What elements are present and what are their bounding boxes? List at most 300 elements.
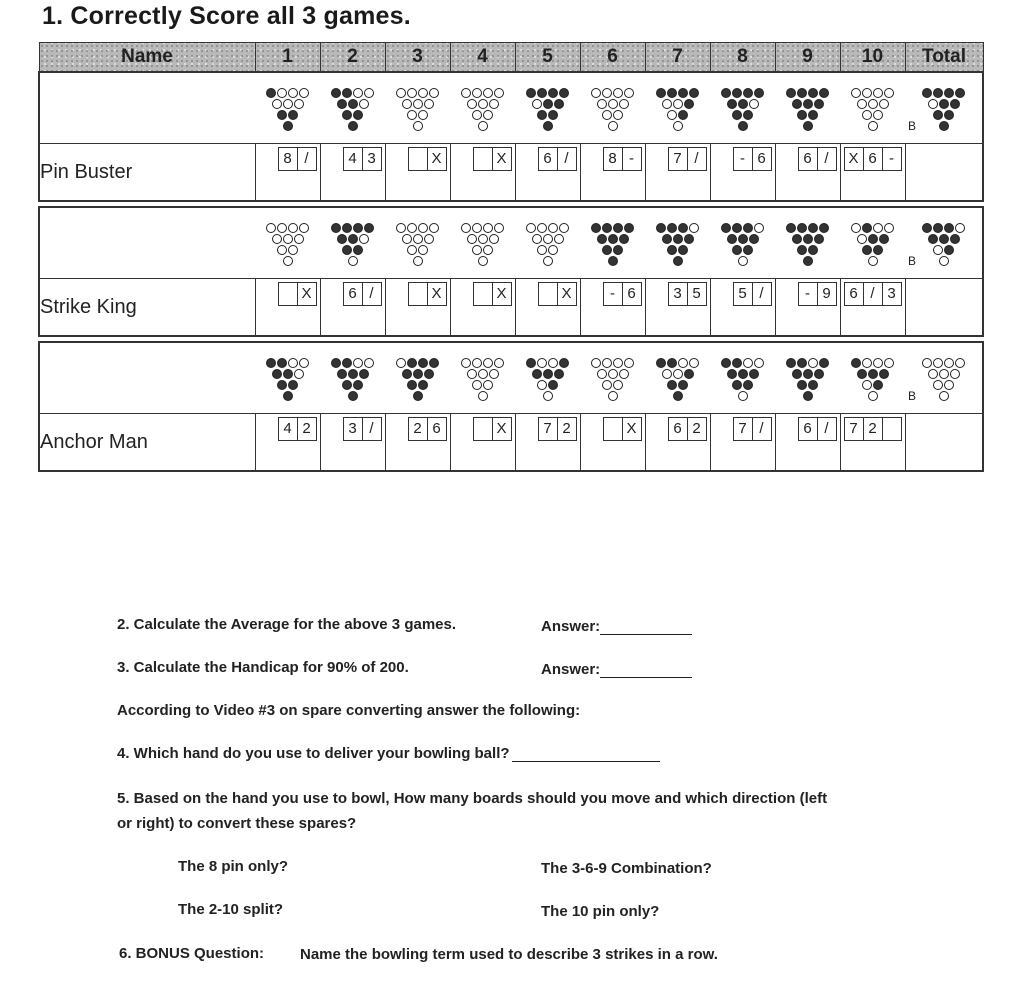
total-score-cell[interactable] <box>905 414 983 472</box>
pin-6 <box>814 234 824 244</box>
pin-4 <box>272 234 282 244</box>
question-3-answer-line[interactable] <box>600 662 692 678</box>
frame-8-cell[interactable] <box>710 414 775 472</box>
bonus-pin-cell <box>905 342 983 414</box>
pin-10 <box>689 358 699 368</box>
pin-2 <box>667 110 677 120</box>
frame-2-cell[interactable] <box>320 279 385 337</box>
bonus-label: B <box>908 119 917 133</box>
pin-2 <box>342 110 352 120</box>
pin-diagram-row <box>39 207 983 279</box>
roll-1: 8 <box>608 150 617 167</box>
pin-diagram <box>266 358 309 401</box>
pin-9 <box>613 88 623 98</box>
roll-1: 6 <box>543 150 552 167</box>
header-total: Total <box>905 43 983 73</box>
pin-2 <box>602 245 612 255</box>
roll-2: X <box>492 283 511 305</box>
roll-1 <box>409 283 427 305</box>
roll-1: 5 <box>738 285 747 302</box>
roll-boxes <box>668 147 707 171</box>
roll-2: - <box>622 148 641 170</box>
pin-7 <box>591 358 601 368</box>
roll-1: - <box>805 285 810 302</box>
question-2-text: 2. Calculate the Average for the above 3 games. <box>117 616 457 633</box>
frame-pin-cell <box>385 207 450 279</box>
pin-8 <box>537 358 547 368</box>
pin-9 <box>548 358 558 368</box>
pin-9 <box>418 88 428 98</box>
pin-6 <box>950 234 960 244</box>
pin-2 <box>862 380 872 390</box>
roll-2: X <box>492 418 511 440</box>
pin-4 <box>857 99 867 109</box>
pin-9 <box>944 358 954 368</box>
roll-boxes <box>668 417 707 441</box>
roll-1: 6 <box>803 420 812 437</box>
pin-4 <box>928 369 938 379</box>
roll-2: / <box>817 418 836 440</box>
roll-2: 9 <box>817 283 836 305</box>
roll-boxes <box>408 147 447 171</box>
pin-5 <box>543 369 553 379</box>
pin-8 <box>732 223 742 233</box>
pin-7 <box>851 358 861 368</box>
pin-3 <box>743 380 753 390</box>
roll-2: 6 <box>427 418 446 440</box>
roll-boxes <box>844 282 902 306</box>
pin-6 <box>749 369 759 379</box>
pin-5 <box>413 369 423 379</box>
pin-1 <box>283 121 293 131</box>
pin-7 <box>721 88 731 98</box>
pin-diagram <box>922 223 965 266</box>
pin-7 <box>461 88 471 98</box>
header-frame-2: 2 <box>320 43 385 73</box>
frame-2-cell[interactable] <box>320 144 385 202</box>
pin-9 <box>678 88 688 98</box>
pin-5 <box>868 369 878 379</box>
pin-6 <box>950 99 960 109</box>
pin-4 <box>532 99 542 109</box>
roll-1: 2 <box>413 420 422 437</box>
pin-10 <box>364 88 374 98</box>
pin-8 <box>933 88 943 98</box>
pin-9 <box>678 358 688 368</box>
pin-7 <box>526 223 536 233</box>
pin-5 <box>283 234 293 244</box>
header-frame-10: 10 <box>840 43 905 73</box>
pin-1 <box>478 121 488 131</box>
pin-10 <box>494 88 504 98</box>
question-6-text: Name the bowling term used to describe 3 strikes in a row. <box>300 946 718 963</box>
pin-7 <box>786 358 796 368</box>
pin-9 <box>288 223 298 233</box>
roll-1 <box>474 148 492 170</box>
roll-2: / <box>557 148 576 170</box>
pin-6 <box>294 369 304 379</box>
frame-pin-cell <box>645 342 710 414</box>
pin-4 <box>792 234 802 244</box>
pin-4 <box>337 369 347 379</box>
pin-4 <box>662 369 672 379</box>
roll-2: 5 <box>687 283 706 305</box>
pin-4 <box>928 99 938 109</box>
roll-2: X <box>427 148 446 170</box>
frame-pin-cell <box>775 207 840 279</box>
pin-4 <box>272 369 282 379</box>
pin-1 <box>803 391 813 401</box>
pin-10 <box>955 358 965 368</box>
pin-6 <box>814 99 824 109</box>
pin-3 <box>873 110 883 120</box>
frame-pin-cell <box>840 72 905 144</box>
roll-1: 6 <box>803 150 812 167</box>
roll-1: X <box>848 150 859 167</box>
pin-9 <box>808 223 818 233</box>
game-score-row <box>39 279 983 337</box>
pin-2 <box>342 380 352 390</box>
question-2-answer-line[interactable] <box>600 619 692 635</box>
header-frame-6: 6 <box>580 43 645 73</box>
roll-boxes <box>343 417 382 441</box>
pin-3 <box>743 245 753 255</box>
pin-8 <box>797 223 807 233</box>
frame-1-cell[interactable] <box>255 279 320 337</box>
roll-1: 8 <box>283 150 292 167</box>
frame-4-cell[interactable] <box>450 414 515 472</box>
frame-1-cell[interactable] <box>255 144 320 202</box>
pin-4 <box>597 234 607 244</box>
pin-diagram <box>396 223 439 266</box>
pin-6 <box>359 369 369 379</box>
pin-1 <box>413 391 423 401</box>
pin-9 <box>418 358 428 368</box>
pin-3 <box>548 380 558 390</box>
pin-2 <box>732 380 742 390</box>
pin-diagram <box>922 88 965 131</box>
pin-3 <box>418 380 428 390</box>
frame-pin-cell <box>840 207 905 279</box>
pin-3 <box>483 245 493 255</box>
question-4-answer-line[interactable] <box>512 746 660 762</box>
pin-diagram <box>591 88 634 131</box>
bonus-pin-cell <box>905 72 983 144</box>
pin-9 <box>548 223 558 233</box>
pin-1 <box>283 256 293 266</box>
pin-3 <box>288 245 298 255</box>
pin-3 <box>808 380 818 390</box>
question-6-label: 6. BONUS Question: <box>119 945 265 962</box>
pin-8 <box>602 223 612 233</box>
pin-4 <box>727 234 737 244</box>
pin-2 <box>933 110 943 120</box>
pin-2 <box>732 110 742 120</box>
pin-8 <box>277 88 287 98</box>
pin-10 <box>624 88 634 98</box>
pin-6 <box>749 99 759 109</box>
pin-4 <box>792 99 802 109</box>
frame-pin-cell <box>775 72 840 144</box>
pin-diagram <box>526 88 569 131</box>
pin-7 <box>656 358 666 368</box>
frame-pin-cell <box>775 342 840 414</box>
pin-4 <box>467 369 477 379</box>
pin-6 <box>684 234 694 244</box>
pin-1 <box>868 256 878 266</box>
pin-6 <box>749 234 759 244</box>
pin-7 <box>786 223 796 233</box>
pin-10 <box>955 223 965 233</box>
pin-7 <box>396 88 406 98</box>
pin-4 <box>337 234 347 244</box>
frame-5-cell[interactable] <box>515 144 580 202</box>
pin-5 <box>283 99 293 109</box>
frame-10-cell[interactable] <box>840 279 905 337</box>
pin-diagram-row <box>39 72 983 144</box>
pin-6 <box>684 369 694 379</box>
roll-2: / <box>297 148 316 170</box>
pin-row-name-blank <box>39 342 255 414</box>
bonus-pin-cell <box>905 207 983 279</box>
roll-2: / <box>687 148 706 170</box>
frame-3-cell[interactable] <box>385 279 450 337</box>
frame-4-cell[interactable] <box>450 144 515 202</box>
pin-5 <box>868 234 878 244</box>
pin-5 <box>673 99 683 109</box>
pin-7 <box>461 358 471 368</box>
frame-5-cell[interactable] <box>515 414 580 472</box>
pin-5 <box>939 369 949 379</box>
frame-6-cell[interactable] <box>580 144 645 202</box>
frame-pin-cell <box>840 342 905 414</box>
total-score-cell[interactable] <box>905 279 983 337</box>
pin-5 <box>543 99 553 109</box>
frame-pin-cell <box>450 72 515 144</box>
pin-diagram <box>721 358 764 401</box>
pin-9 <box>353 88 363 98</box>
pin-2 <box>667 380 677 390</box>
pin-3 <box>873 245 883 255</box>
roll-1: 6 <box>348 285 357 302</box>
pin-2 <box>342 245 352 255</box>
pin-1 <box>543 391 553 401</box>
pin-diagram <box>331 223 374 266</box>
pin-8 <box>862 358 872 368</box>
roll-1: 7 <box>738 420 747 437</box>
frame-pin-cell <box>710 72 775 144</box>
frame-5-cell[interactable] <box>515 279 580 337</box>
pin-5 <box>608 369 618 379</box>
pin-3 <box>743 110 753 120</box>
pin-3 <box>944 380 954 390</box>
roll-boxes <box>278 282 317 306</box>
pin-10 <box>884 88 894 98</box>
pin-9 <box>613 358 623 368</box>
roll-2: 2 <box>557 418 576 440</box>
roll-2: / <box>362 418 381 440</box>
pin-2 <box>732 245 742 255</box>
frame-pin-cell <box>450 342 515 414</box>
frame-10-cell[interactable] <box>840 144 905 202</box>
pin-7 <box>851 223 861 233</box>
frame-9-cell[interactable] <box>775 279 840 337</box>
pin-diagram <box>656 88 699 131</box>
bowler-name: Anchor Man <box>39 414 255 472</box>
pin-4 <box>597 369 607 379</box>
pin-2 <box>797 110 807 120</box>
roll-boxes <box>408 417 447 441</box>
pin-7 <box>331 358 341 368</box>
pin-4 <box>402 369 412 379</box>
pin-7 <box>591 223 601 233</box>
roll-2: X <box>557 283 576 305</box>
question-3-answer-label: Answer: <box>541 661 601 678</box>
pin-3 <box>288 380 298 390</box>
pin-8 <box>537 88 547 98</box>
pin-3 <box>353 110 363 120</box>
roll-boxes <box>603 147 642 171</box>
pin-9 <box>483 358 493 368</box>
pin-2 <box>407 380 417 390</box>
pin-4 <box>662 234 672 244</box>
pin-3 <box>678 245 688 255</box>
pin-1 <box>738 121 748 131</box>
pin-8 <box>537 223 547 233</box>
pin-row-name-blank <box>39 207 255 279</box>
pin-10 <box>624 358 634 368</box>
pin-diagram <box>656 358 699 401</box>
frame-9-cell[interactable] <box>775 414 840 472</box>
frame-10-cell[interactable] <box>840 414 905 472</box>
pin-9 <box>808 358 818 368</box>
frame-pin-cell <box>255 207 320 279</box>
header-frame-1: 1 <box>255 43 320 73</box>
roll-boxes <box>733 282 772 306</box>
pin-2 <box>933 380 943 390</box>
frame-6-cell[interactable] <box>580 414 645 472</box>
pin-9 <box>353 223 363 233</box>
roll-boxes <box>408 282 447 306</box>
pin-10 <box>494 358 504 368</box>
pin-6 <box>684 99 694 109</box>
total-score-cell[interactable] <box>905 144 983 202</box>
pin-4 <box>272 99 282 109</box>
pin-1 <box>939 121 949 131</box>
pin-1 <box>608 256 618 266</box>
roll-2: / <box>752 283 771 305</box>
pin-3 <box>613 380 623 390</box>
header-frame-3: 3 <box>385 43 450 73</box>
score-table-header <box>39 43 983 73</box>
pin-2 <box>472 110 482 120</box>
pin-8 <box>667 88 677 98</box>
pin-1 <box>868 391 878 401</box>
frame-7-cell[interactable] <box>645 414 710 472</box>
pin-2 <box>472 380 482 390</box>
question-4-text: 4. Which hand do you use to deliver your bowling ball? <box>117 745 510 762</box>
pin-5 <box>673 234 683 244</box>
pin-8 <box>797 88 807 98</box>
pin-9 <box>613 223 623 233</box>
roll-2: X <box>622 418 641 440</box>
pin-7 <box>721 358 731 368</box>
roll-3: - <box>882 148 901 170</box>
pin-4 <box>727 369 737 379</box>
frame-3-cell[interactable] <box>385 144 450 202</box>
pin-6 <box>619 369 629 379</box>
pin-2 <box>277 380 287 390</box>
roll-1: 4 <box>283 420 292 437</box>
pin-10 <box>494 223 504 233</box>
pin-9 <box>808 88 818 98</box>
pin-5 <box>348 99 358 109</box>
pin-1 <box>803 121 813 131</box>
pin-9 <box>743 358 753 368</box>
pin-6 <box>359 99 369 109</box>
question-2-answer-label: Answer: <box>541 618 601 635</box>
pin-8 <box>277 223 287 233</box>
pin-diagram <box>786 88 829 131</box>
pin-diagram <box>526 358 569 401</box>
frame-1-cell[interactable] <box>255 414 320 472</box>
pin-10 <box>689 223 699 233</box>
pin-9 <box>743 88 753 98</box>
pin-7 <box>461 223 471 233</box>
pin-1 <box>939 391 949 401</box>
roll-2: X <box>297 283 316 305</box>
pin-5 <box>478 369 488 379</box>
frame-pin-cell <box>320 72 385 144</box>
pin-diagram <box>396 358 439 401</box>
frame-7-cell[interactable] <box>645 279 710 337</box>
pin-5 <box>608 234 618 244</box>
pin-7 <box>591 88 601 98</box>
pin-7 <box>656 88 666 98</box>
pin-8 <box>407 88 417 98</box>
frame-8-cell[interactable] <box>710 144 775 202</box>
pin-6 <box>359 234 369 244</box>
pin-5 <box>939 99 949 109</box>
roll-1: - <box>610 285 615 302</box>
frame-4-cell[interactable] <box>450 279 515 337</box>
roll-2: 6 <box>622 283 641 305</box>
pin-4 <box>532 369 542 379</box>
question-5b-3-6-9: The 3-6-9 Combination? <box>541 860 712 877</box>
pin-5 <box>803 369 813 379</box>
frame-6-cell[interactable] <box>580 279 645 337</box>
pin-10 <box>559 88 569 98</box>
roll-2: / <box>863 283 882 305</box>
bonus-label: B <box>908 389 917 403</box>
frame-7-cell[interactable] <box>645 144 710 202</box>
pin-diagram <box>591 223 634 266</box>
roll-1: 3 <box>673 285 682 302</box>
pin-8 <box>667 358 677 368</box>
pin-9 <box>944 223 954 233</box>
roll-boxes <box>603 417 642 441</box>
roll-2: X <box>427 283 446 305</box>
frame-8-cell[interactable] <box>710 279 775 337</box>
frame-3-cell[interactable] <box>385 414 450 472</box>
pin-6 <box>950 369 960 379</box>
frame-pin-cell <box>710 207 775 279</box>
pin-7 <box>656 223 666 233</box>
pin-7 <box>331 223 341 233</box>
header-frame-9: 9 <box>775 43 840 73</box>
frame-9-cell[interactable] <box>775 144 840 202</box>
frame-2-cell[interactable] <box>320 414 385 472</box>
